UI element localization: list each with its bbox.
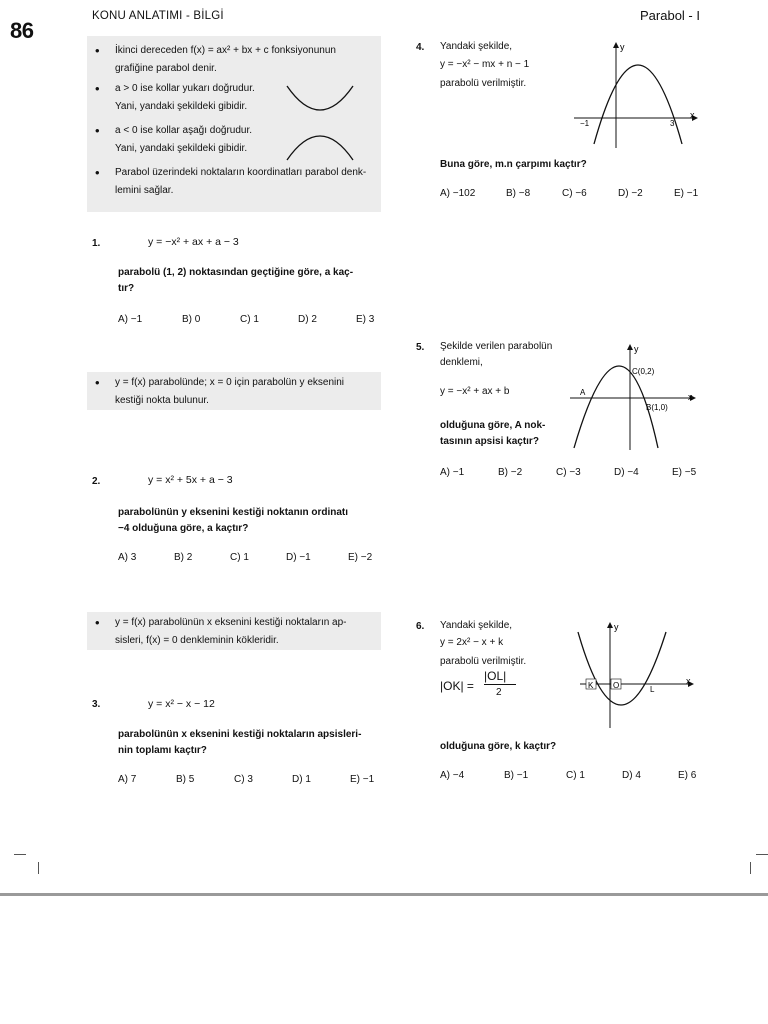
x-axis-label: x bbox=[686, 676, 691, 686]
question-number: 1. bbox=[92, 238, 101, 249]
question-text: tasının apsisi kaçtır? bbox=[440, 436, 539, 447]
info-text: sisleri, f(x) = 0 denkleminin kökleridir. bbox=[115, 635, 279, 646]
point-label-a: A bbox=[580, 388, 586, 397]
question-text: tır? bbox=[118, 283, 135, 294]
info-text: a < 0 ise kollar aşağı doğrudur. bbox=[115, 125, 253, 136]
question-text: Buna göre, m.n çarpımı kaçtır? bbox=[440, 159, 587, 170]
page-number: 86 bbox=[10, 18, 34, 43]
bullet-downward bbox=[95, 122, 253, 158]
page-bottom-divider bbox=[0, 893, 768, 896]
option-b[interactable]: B) −8 bbox=[506, 188, 531, 199]
option-c[interactable]: C) 1 bbox=[240, 314, 259, 325]
denominator: 2 bbox=[496, 687, 502, 698]
parabola-curve bbox=[594, 65, 682, 144]
y-axis-arrow-icon bbox=[613, 42, 619, 48]
option-a[interactable]: A) 7 bbox=[118, 774, 137, 785]
y-axis-label: y bbox=[620, 42, 625, 52]
x-axis-label: x bbox=[688, 392, 693, 402]
option-a[interactable]: A) −1 bbox=[118, 314, 143, 325]
segment-ok: OK bbox=[443, 679, 461, 693]
option-e[interactable]: E) −1 bbox=[350, 774, 375, 785]
question-text: parabolü verilmiştir. bbox=[440, 656, 527, 667]
question-text: Yandaki şekilde, bbox=[440, 620, 513, 631]
info-text: Parabol üzerindeki noktaların koordinatları parabol denk- bbox=[115, 167, 367, 178]
point-label-l: L bbox=[650, 685, 655, 694]
y-axis-arrow-icon bbox=[627, 344, 633, 350]
question-text: parabolünün x eksenini kestiği noktaların apsisleri- bbox=[118, 729, 362, 740]
x-axis-label: x bbox=[690, 110, 695, 120]
info-text: a > 0 ise kollar yukarı doğrudur. bbox=[115, 83, 255, 94]
equation: y = −x² − mx + n − 1 bbox=[440, 59, 530, 70]
question-text: parabolü (1, 2) noktasından geçtiğine göre, a kaç- bbox=[118, 267, 354, 278]
crop-mark bbox=[38, 862, 39, 874]
option-e[interactable]: E) −1 bbox=[674, 188, 699, 199]
option-c[interactable]: C) 3 bbox=[234, 774, 253, 785]
crop-mark bbox=[750, 862, 751, 874]
option-e[interactable]: E) 6 bbox=[678, 770, 697, 781]
option-e[interactable]: E) 3 bbox=[356, 314, 375, 325]
bullet-upward bbox=[95, 80, 255, 116]
question-text: olduğuna göre, A nok- bbox=[440, 420, 546, 431]
question-text: nin toplamı kaçtır? bbox=[118, 745, 207, 756]
info-box-x-intercepts bbox=[87, 612, 381, 650]
upward-parabola-icon bbox=[283, 82, 357, 122]
downward-parabola-icon bbox=[283, 124, 357, 164]
info-text: y = f(x) parabolünün x eksenini kestiği noktaların ap- bbox=[115, 617, 347, 628]
equation: y = −x² + ax + b bbox=[440, 386, 510, 397]
parabola-figure-q6 bbox=[566, 618, 700, 730]
point-label-b: B(1,0) bbox=[646, 403, 668, 412]
bullet-x-intercepts bbox=[95, 614, 347, 650]
bullet-points bbox=[95, 164, 367, 200]
question-number: 6. bbox=[416, 621, 425, 632]
question-number: 2. bbox=[92, 476, 101, 487]
option-d[interactable]: D) −2 bbox=[618, 188, 643, 199]
option-a[interactable]: A) −102 bbox=[440, 188, 476, 199]
option-d[interactable]: D) 1 bbox=[292, 774, 311, 785]
question-number: 4. bbox=[416, 42, 425, 53]
bullet-dot-icon: • bbox=[95, 165, 100, 180]
option-c[interactable]: C) −3 bbox=[556, 467, 581, 478]
section-title: KONU ANLATIMI - BİLGİ bbox=[92, 10, 224, 22]
question-number: 5. bbox=[416, 342, 425, 353]
option-d[interactable]: D) −4 bbox=[614, 467, 639, 478]
question-text: olduğuna göre, k kaçtır? bbox=[440, 741, 557, 752]
info-text: grafiğine parabol denir. bbox=[115, 63, 217, 74]
option-c[interactable]: C) −6 bbox=[562, 188, 587, 199]
question-number: 3. bbox=[92, 699, 101, 710]
equation: y = −x² + ax + a − 3 bbox=[148, 236, 239, 248]
option-b[interactable]: B) −1 bbox=[504, 770, 529, 781]
info-text: Yani, yandaki şekildeki gibidir. bbox=[115, 101, 248, 112]
question-text: Şekilde verilen parabolün bbox=[440, 341, 553, 352]
option-c[interactable]: C) 1 bbox=[566, 770, 585, 781]
option-b[interactable]: B) 2 bbox=[174, 552, 193, 563]
y-axis-label: y bbox=[634, 344, 639, 354]
y-axis-arrow-icon bbox=[607, 622, 613, 628]
option-e[interactable]: E) −2 bbox=[348, 552, 373, 563]
info-text: kestiği nokta bulunur. bbox=[115, 395, 209, 406]
info-text: İkinci dereceden f(x) = ax² + bx + c fonksiyonunun bbox=[115, 45, 336, 56]
bullet-dot-icon: • bbox=[95, 615, 100, 630]
crop-mark bbox=[756, 854, 768, 855]
bullet-dot-icon: • bbox=[95, 123, 100, 138]
equation: y = x² + 5x + a − 3 bbox=[148, 474, 233, 486]
bullet-dot-icon: • bbox=[95, 375, 100, 390]
option-a[interactable]: A) 3 bbox=[118, 552, 137, 563]
info-text: Yani, yandaki şekildeki gibidir. bbox=[115, 143, 248, 154]
question-text: −4 olduğuna göre, a kaçtır? bbox=[118, 523, 249, 534]
root-label: −1 bbox=[580, 119, 590, 128]
point-label-k: K bbox=[588, 681, 594, 690]
equation: y = x² − x − 12 bbox=[148, 698, 215, 710]
parabola-curve bbox=[578, 632, 666, 705]
info-box-y-intercept bbox=[87, 372, 381, 410]
question-text: parabolü verilmiştir. bbox=[440, 78, 527, 89]
option-b[interactable]: B) −2 bbox=[498, 467, 523, 478]
info-box-parabola-definition bbox=[87, 36, 381, 212]
equation: y = 2x² − x + k bbox=[440, 637, 504, 648]
crop-mark bbox=[14, 854, 26, 855]
question-text: parabolünün y eksenini kestiği noktanın ordinatı bbox=[118, 507, 349, 518]
info-text: y = f(x) parabolünde; x = 0 için parabolün y eksenini bbox=[115, 377, 345, 388]
point-label-c: C(0,2) bbox=[632, 367, 655, 376]
parabola-figure-q4 bbox=[566, 38, 700, 150]
question-text: Yandaki şekilde, bbox=[440, 41, 513, 52]
root-label: 3 bbox=[670, 119, 675, 128]
option-a[interactable]: A) −4 bbox=[440, 770, 465, 781]
fraction-bar bbox=[484, 684, 516, 685]
option-d[interactable]: D) −1 bbox=[286, 552, 311, 563]
bullet-dot-icon: • bbox=[95, 81, 100, 96]
topic-title: Parabol - I bbox=[640, 8, 700, 23]
info-text: lemini sağlar. bbox=[115, 185, 174, 196]
option-e[interactable]: E) −5 bbox=[672, 467, 697, 478]
parabola-figure-q5 bbox=[566, 340, 700, 452]
option-d[interactable]: D) 2 bbox=[298, 314, 317, 325]
point-label-o: O bbox=[613, 681, 620, 690]
bullet-dot-icon: • bbox=[95, 43, 100, 58]
bullet-definition bbox=[95, 42, 336, 78]
option-c[interactable]: C) 1 bbox=[230, 552, 249, 563]
bullet-y-intercept bbox=[95, 374, 345, 410]
question-text: denklemi, bbox=[440, 357, 483, 368]
option-b[interactable]: B) 0 bbox=[182, 314, 201, 325]
segment-ol: OL bbox=[487, 669, 504, 683]
option-a[interactable]: A) −1 bbox=[440, 467, 465, 478]
option-d[interactable]: D) 4 bbox=[622, 770, 641, 781]
option-b[interactable]: B) 5 bbox=[176, 774, 195, 785]
y-axis-label: y bbox=[614, 622, 619, 632]
